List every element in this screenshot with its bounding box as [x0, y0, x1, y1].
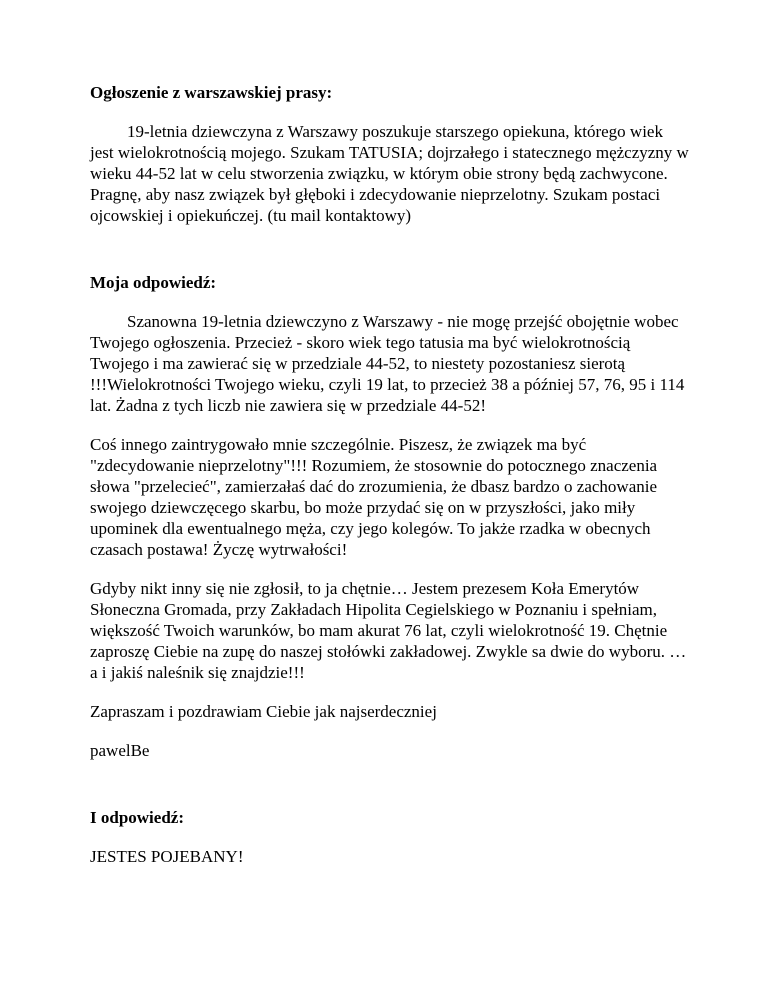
reply-heading: Moja odpowiedź:: [90, 273, 217, 292]
reply-paragraph-2: Coś innego zaintrygowało mnie szczególnie. Piszesz, że związek ma być "zdecydowanie nieprzelotny"!!! Rozumiem, że stosownie do potocznego znaczenia słowa "przelecieć", zamierzałaś dać do zrozumienia, że dbasz bardzo o zachowanie swojego dziewczęcego skarbu, bo może przydać się on w przyszłości, jako miły upominek dla ewentualnego męża, czy jego kolegów. To jakże rzadka w obecnych czasach postawa! Życzę wytrwałości!: [90, 435, 658, 559]
document-page: [90, 82, 690, 867]
ad-heading: Ogłoszenie z warszawskiej prasy:: [90, 83, 333, 102]
reply-paragraph-3: Gdyby nikt inny się nie zgłosił, to ja chętnie… Jestem prezesem Koła Emerytów Słoneczna Gromada, przy Zakładach Hipolita Cegielskiego w Poznaniu i spełniam, większość Twoich warunków, bo mam akurat 76 lat, czyli wielokrotność 19. Chętnie zaproszę Ciebie na zupę do naszej stołówki zakładowej. Zwykle sa dwie do wyboru. … a i jakiś naleśnik się znajdzie!!!: [90, 579, 687, 682]
response-heading: I odpowiedź:: [90, 808, 184, 827]
reply-closing: Zapraszam i pozdrawiam Ciebie jak najserdeczniej: [90, 702, 437, 721]
response-text: JESTES POJEBANY!: [90, 847, 244, 866]
reply-signature: pawelBe: [90, 741, 150, 760]
reply-paragraph-1: Szanowna 19-letnia dziewczyno z Warszawy - nie mogę przejść obojętnie wobec Twojego ogłoszenia. Przecież - skoro wiek tego tatusia ma być wielokrotnością Twojego i ma zawierać się w przedziale 44-52, to niestety pozostaniesz sierotą !!!Wielokrotności Twojego wieku, czyli 19 lat, to przecież 38 a później 57, 76, 95 i 114 lat. Żadna z tych liczb nie zawiera się w przedziale 44-52!: [90, 312, 685, 415]
ad-paragraph: 19-letnia dziewczyna z Warszawy poszukuje starszego opiekuna, którego wiek jest wielokrotnością mojego. Szukam TATUSIA; dojrzałego i statecznego mężczyzny w wieku 44-52 lat w celu stworzenia związku, w którym obie strony będą zachwycone. Pragnę, aby nasz związek był głęboki i zdecydowanie nieprzelotny. Szukam postaci ojcowskiej i opiekuńczej. (tu mail kontaktowy): [90, 122, 689, 225]
